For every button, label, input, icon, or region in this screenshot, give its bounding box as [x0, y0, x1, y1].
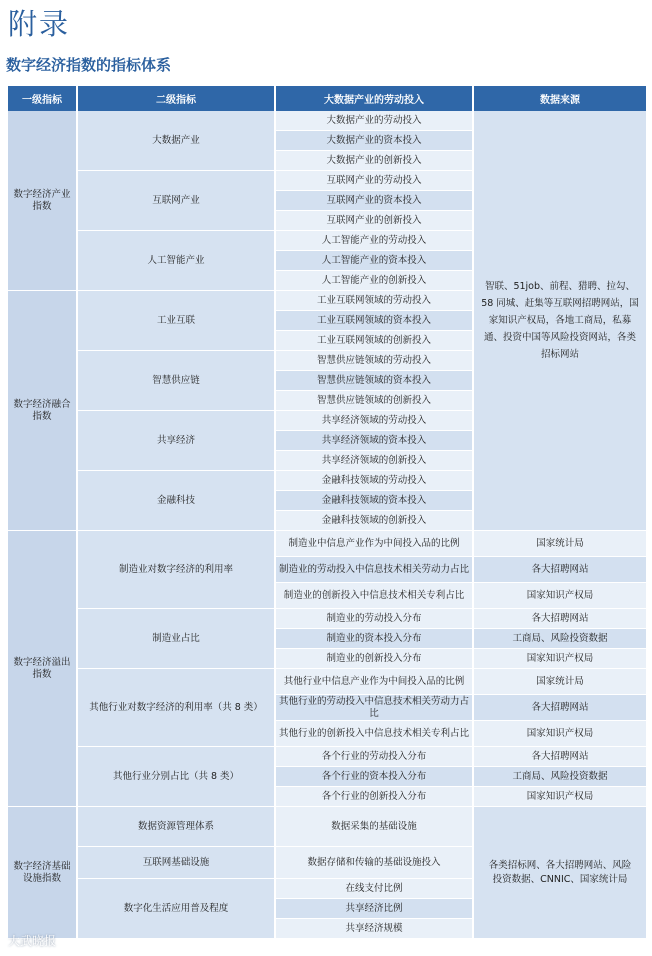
level3-cell: 互联网产业的劳动投入 — [276, 171, 472, 191]
level3-cell: 制造业的劳动投入分布 — [276, 609, 472, 629]
level3-cell: 金融科技领域的劳动投入 — [276, 471, 472, 491]
level2-cell: 智慧供应链 — [78, 351, 274, 411]
level3-cell: 工业互联网领域的资本投入 — [276, 311, 472, 331]
level3-cell: 人工智能产业的资本投入 — [276, 251, 472, 271]
level3-cell: 其他行业的劳动投入中信息技术相关劳动力占比 — [276, 695, 472, 721]
level1-cell: 数字经济溢出指数 — [8, 531, 76, 807]
header-source: 数据来源 — [474, 86, 646, 111]
level3-cell: 数据存储和传输的基础设施投入 — [276, 847, 472, 879]
level2-cell: 数据资源管理体系 — [78, 807, 274, 847]
source-cell: 国家知识产权局 — [474, 721, 646, 747]
header-level2: 二级指标 — [78, 86, 274, 111]
table-body — [8, 111, 646, 939]
table-row — [8, 807, 646, 847]
watermark: 大武晓报 — [8, 934, 57, 948]
level2-cell: 互联网产业 — [78, 171, 274, 231]
level2-cell: 互联网基础设施 — [78, 847, 274, 879]
level3-cell: 大数据产业的创新投入 — [276, 151, 472, 171]
level3-cell: 各个行业的劳动投入分布 — [276, 747, 472, 767]
level3-cell: 共享经济领域的创新投入 — [276, 451, 472, 471]
level3-cell: 各个行业的创新投入分布 — [276, 787, 472, 807]
level3-cell: 人工智能产业的创新投入 — [276, 271, 472, 291]
source-cell: 各大招聘网站 — [474, 609, 646, 629]
table-row — [8, 747, 646, 767]
level3-cell: 互联网产业的创新投入 — [276, 211, 472, 231]
level2-cell: 制造业对数字经济的利用率 — [78, 531, 274, 609]
header-level3: 大数据产业的劳动投入 — [276, 86, 472, 111]
level3-cell: 共享经济领域的资本投入 — [276, 431, 472, 451]
level3-cell: 共享经济领域的劳动投入 — [276, 411, 472, 431]
level3-cell: 共享经济比例 — [276, 899, 472, 919]
source-cell: 各大招聘网站 — [474, 695, 646, 721]
level2-cell: 其他行业对数字经济的利用率（共 8 类） — [78, 669, 274, 747]
table-row — [8, 669, 646, 695]
level3-cell: 共享经济规模 — [276, 919, 472, 939]
level3-cell: 互联网产业的资本投入 — [276, 191, 472, 211]
table-row — [8, 531, 646, 557]
source-cell: 工商局、风险投资数据 — [474, 767, 646, 787]
source-cell: 各大招聘网站 — [474, 747, 646, 767]
level3-cell: 人工智能产业的劳动投入 — [276, 231, 472, 251]
source-cell: 国家知识产权局 — [474, 787, 646, 807]
level3-cell: 智慧供应链领域的资本投入 — [276, 371, 472, 391]
source-cell: 国家知识产权局 — [474, 583, 646, 609]
level3-cell: 金融科技领域的资本投入 — [276, 491, 472, 511]
level2-cell: 人工智能产业 — [78, 231, 274, 291]
page-title: 附录 — [8, 7, 71, 41]
level3-cell: 制造业的创新投入中信息技术相关专利占比 — [276, 583, 472, 609]
level3-cell: 各个行业的资本投入分布 — [276, 767, 472, 787]
level3-cell: 数据采集的基础设施 — [276, 807, 472, 847]
source-cell: 各大招聘网站 — [474, 557, 646, 583]
level3-cell: 制造业的劳动投入中信息技术相关劳动力占比 — [276, 557, 472, 583]
header-level1: 一级指标 — [8, 86, 76, 111]
level3-cell: 大数据产业的劳动投入 — [276, 111, 472, 131]
table-row — [8, 111, 646, 131]
level2-cell: 工业互联 — [78, 291, 274, 351]
level3-cell: 大数据产业的资本投入 — [276, 131, 472, 151]
level3-cell: 金融科技领域的创新投入 — [276, 511, 472, 531]
level3-cell: 其他行业的创新投入中信息技术相关专利占比 — [276, 721, 472, 747]
level3-cell: 工业互联网领域的劳动投入 — [276, 291, 472, 311]
level2-cell: 大数据产业 — [78, 111, 274, 171]
source-cell: 智联、51job、前程、猎聘、拉勾、58 同城、赶集等互联网招聘网站，国家知识产权局，各地工商局，私募通、投资中国等风险投资网站，各类招标网站 — [474, 111, 646, 531]
table-row — [8, 609, 646, 629]
level3-cell: 制造业的资本投入分布 — [276, 629, 472, 649]
level3-cell: 智慧供应链领域的劳动投入 — [276, 351, 472, 371]
level3-cell: 其他行业中信息产业作为中间投入品的比例 — [276, 669, 472, 695]
level3-cell: 制造业的创新投入分布 — [276, 649, 472, 669]
level3-cell: 智慧供应链领域的创新投入 — [276, 391, 472, 411]
table-header-row — [8, 86, 646, 111]
level2-cell: 其他行业分别占比（共 8 类） — [78, 747, 274, 807]
source-cell: 国家统计局 — [474, 669, 646, 695]
level3-cell: 制造业中信息产业作为中间投入品的比例 — [276, 531, 472, 557]
source-cell: 国家统计局 — [474, 531, 646, 557]
level2-cell: 数字化生活应用普及程度 — [78, 879, 274, 939]
level2-cell: 金融科技 — [78, 471, 274, 531]
level1-cell: 数字经济融合指数 — [8, 291, 76, 531]
level2-cell: 制造业占比 — [78, 609, 274, 669]
level3-cell: 工业互联网领域的创新投入 — [276, 331, 472, 351]
level3-cell: 在线支付比例 — [276, 879, 472, 899]
indicator-table — [6, 86, 648, 939]
level2-cell: 共享经济 — [78, 411, 274, 471]
level1-cell: 数字经济产业指数 — [8, 111, 76, 291]
source-cell: 工商局、风险投资数据 — [474, 629, 646, 649]
source-cell: 各类招标网、各大招聘网站、风险投资数据、CNNIC、国家统计局 — [474, 807, 646, 939]
section-title: 数字经济指数的指标体系 — [6, 56, 172, 74]
level1-cell: 数字经济基础设施指数 — [8, 807, 76, 939]
source-cell: 国家知识产权局 — [474, 649, 646, 669]
